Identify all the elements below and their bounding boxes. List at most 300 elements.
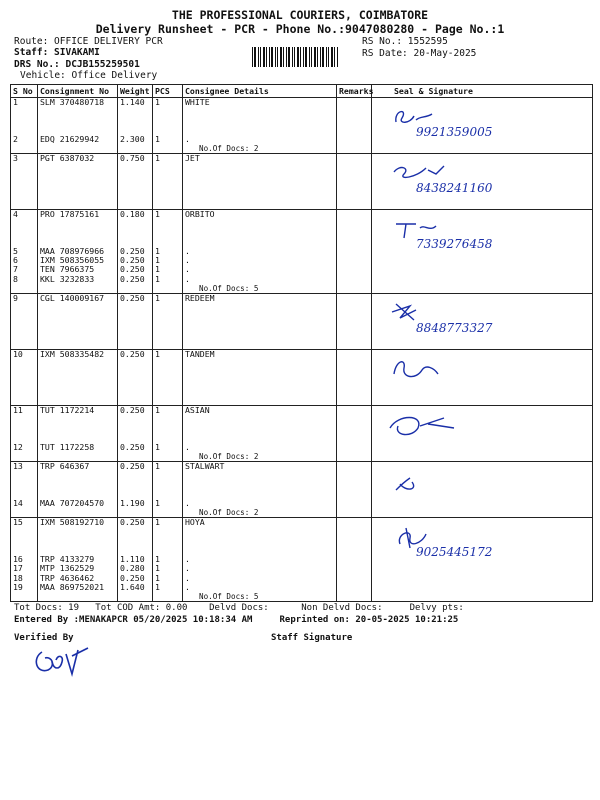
cell-line [13,116,35,125]
cell-line [13,368,35,377]
cell-line: . [185,582,190,592]
cell-line [155,528,180,537]
drs-label: DRS No.: DCJB155259501 [14,59,140,70]
cell-line [185,368,334,377]
cell-line [13,378,35,387]
cell-line [185,472,334,481]
cell-remarks [337,154,372,210]
cell-line [155,378,180,387]
cell-line [185,546,334,555]
cell-line: WHITE [185,98,210,107]
cell-line [40,238,115,247]
cell-line [40,322,115,331]
docs-count: No.Of Docs: 2 [199,452,259,462]
cell-line [120,378,150,387]
cell-signature [372,98,593,154]
cell-line [40,537,115,546]
cell-line [40,387,115,396]
docs-count: No.Of Docs: 2 [199,143,259,153]
col-consignment: Consignment No [38,85,118,98]
cell-line: STALWART [185,462,225,472]
cell-line [40,107,115,116]
cell-remarks [337,98,372,154]
cell-line: 16 [13,555,23,565]
cell-line [40,312,115,321]
cell-cons [38,406,118,462]
cell-sno [11,518,38,602]
cell-line: 1 [155,98,160,107]
cell-remarks [337,293,372,349]
cell-line: . [185,573,190,583]
cell-wt [118,293,153,349]
cell-line: 1 [155,573,160,583]
cell-line [120,425,150,434]
cell-line [185,434,334,443]
cell-line: 3 [13,154,18,164]
cell-line [155,387,180,396]
cell-line: 0.250 [120,518,145,528]
cell-line [120,481,150,490]
signature-phone-text: 8848773327 [416,320,493,335]
cell-line: IXM 508192710 [40,518,105,528]
cell-line [120,219,150,228]
cell-line [13,481,35,490]
cell-cons [38,210,118,294]
cell-line [40,415,115,424]
cell-det [183,210,337,294]
cell-signature [372,518,593,602]
cell-pcs [153,350,183,406]
cell-line: . [185,442,190,452]
cell-line [13,173,35,182]
cell-line [155,415,180,424]
cell-line: 0.250 [120,442,145,452]
rs-date: RS Date: 20-May-2025 [362,48,477,59]
total-cod: Tot COD Amt: 0.00 [95,603,188,613]
docs-count: No.Of Docs: 2 [199,508,259,518]
cell-line [120,368,150,377]
cell-sno [11,293,38,349]
cell-line: 0.250 [120,406,145,416]
cell-line: 9 [13,293,18,303]
cell-signature [372,350,593,406]
table-row [11,518,593,602]
cell-det [183,350,337,406]
cell-wt [118,406,153,462]
entered-by [14,615,458,625]
cell-pcs [153,518,183,602]
cell-line [40,331,115,340]
cell-line [13,182,35,191]
cell-line [40,126,115,135]
docs-count: No.Of Docs: 5 [199,283,259,293]
cell-line: 0.750 [120,154,145,164]
handwritten-signature-icon [372,210,587,260]
table-row [11,154,593,210]
cell-line: 11 [13,406,23,416]
cell-sno [11,98,38,154]
cell-line: 12 [13,442,23,452]
cell-remarks [337,518,372,602]
table-row [11,293,593,349]
cell-line [40,481,115,490]
cell-line: . [185,265,190,275]
cell-line [155,238,180,247]
cell-line: CGL 140009167 [40,293,105,303]
cell-line: REDEEM [185,293,215,303]
cell-line [185,481,334,490]
cell-line: 7 [13,265,18,275]
cell-line: 19 [13,582,23,592]
staff-label: Staff: SIVAKAMI [14,47,100,58]
col-signature: Seal & Signature [372,85,593,98]
cell-line [120,359,150,368]
cell-line [185,378,334,387]
cell-line [40,303,115,312]
cell-line [185,528,334,537]
cell-line [13,359,35,368]
cell-line: KKL 3232833 [40,274,95,284]
cell-line: . [185,499,190,509]
cell-line [40,173,115,182]
cell-line [155,116,180,125]
cell-line [120,182,150,191]
cell-line [40,368,115,377]
cell-remarks [337,210,372,294]
cell-line: . [185,564,190,574]
cell-line: 1 [155,462,160,472]
cell-line [185,173,334,182]
cell-det [183,293,337,349]
cell-line [13,163,35,172]
cell-signature [372,154,593,210]
cell-line [185,191,334,200]
cell-line [155,546,180,555]
cell-line: 6 [13,256,18,266]
cell-sno [11,406,38,462]
cell-signature [372,462,593,518]
handwritten-signature-icon [372,462,587,512]
cell-line [13,312,35,321]
cell-line [185,490,334,499]
cell-line [185,107,334,116]
cell-line [13,219,35,228]
cell-line: 1 [155,293,160,303]
cell-line: 1 [155,406,160,416]
cell-line [120,163,150,172]
cell-wt [118,350,153,406]
cell-remarks [337,406,372,462]
cell-line [120,472,150,481]
cell-line [155,331,180,340]
cell-line [120,303,150,312]
route-label: Route: OFFICE DELIVERY PCR [14,36,163,47]
cell-line: 17 [13,564,23,574]
signature-phone-text: 7339276458 [416,237,493,252]
table-header-row [11,85,593,98]
cell-line: MTP 1362529 [40,564,95,574]
cell-line [155,191,180,200]
cell-line [155,107,180,116]
cell-sno [11,350,38,406]
cell-line: 0.250 [120,274,145,284]
cell-line [155,312,180,321]
rs-block [362,36,476,60]
cell-line: MAA 869752021 [40,582,105,592]
cell-line: TANDEM [185,350,215,360]
cell-line: 1 [155,256,160,266]
cell-line: MAA 707204570 [40,499,105,509]
cell-remarks [337,462,372,518]
cell-line: IXM 508356055 [40,256,105,266]
cell-line [40,182,115,191]
cell-line: 0.250 [120,247,145,256]
cell-line: 1.140 [120,98,145,107]
cell-line [155,490,180,499]
cell-line [185,219,334,228]
runsheet-subtitle: Delivery Runsheet - PCR - Phone No.:9047080280 - Page No.:1 [95,22,505,36]
handwritten-signature-icon [372,154,587,204]
cell-line: 1 [155,134,160,144]
cell-line [185,182,334,191]
cell-line [13,238,35,247]
cell-cons [38,98,118,154]
cell-det [183,98,337,154]
cell-sno [11,210,38,294]
cell-line: TEN 7966375 [40,265,95,275]
cell-line [13,434,35,443]
cell-remarks [337,350,372,406]
cell-line: 4 [13,210,18,220]
cell-line: 1 [155,564,160,574]
verified-by: Verified By [14,633,74,643]
cell-line [120,537,150,546]
cell-line [120,331,150,340]
docs-count [185,200,334,209]
cell-line [120,434,150,443]
cell-line [120,126,150,135]
cell-wt [118,154,153,210]
cell-line [40,425,115,434]
cell-line [185,359,334,368]
docs-count [185,340,334,349]
handwritten-signature-icon [372,98,587,148]
cell-line [120,312,150,321]
delivered-docs: Delvd Docs: [209,603,269,613]
table-row [11,98,593,154]
cell-line: HOYA [185,518,205,528]
runsheet-table [10,84,593,602]
cell-wt [118,98,153,154]
cell-line: 2 [13,134,18,144]
reprinted-text: Reprinted on: 20-05-2025 10:21:25 [279,615,459,625]
cell-pcs [153,462,183,518]
cell-line [185,331,334,340]
cell-line: TUT 1172258 [40,442,95,452]
cell-line: 1 [155,518,160,528]
cell-line [185,387,334,396]
cell-line: TRP 4133279 [40,555,95,565]
cell-line [120,322,150,331]
cell-line [120,173,150,182]
cell-line [40,378,115,387]
cell-line: 2.300 [120,134,145,144]
handwritten-signature-icon [372,350,587,400]
handwritten-signature-icon [372,294,587,344]
cell-line: 13 [13,462,23,472]
cell-line: . [185,256,190,266]
cell-line [155,229,180,238]
verifier-signature-icon [30,640,100,680]
cell-pcs [153,210,183,294]
cell-line: 0.250 [120,462,145,472]
cell-line [120,387,150,396]
cell-signature [372,293,593,349]
cell-line: 1 [155,499,160,509]
cell-line [40,229,115,238]
cell-det [183,406,337,462]
cell-line: MAA 708976966 [40,247,105,256]
cell-line: 0.250 [120,350,145,360]
cell-line: 1.110 [120,555,145,565]
col-weight: Weight [118,85,153,98]
footer-totals [14,603,464,613]
cell-line [13,528,35,537]
cell-line [13,425,35,434]
col-sno: S No [11,85,38,98]
cell-line: TRP 646367 [40,462,90,472]
cell-line: . [185,134,190,144]
cell-line [13,472,35,481]
cell-line: 1 [155,582,160,592]
cell-line [13,546,35,555]
staff-signature-label: Staff Signature [271,633,353,643]
col-pcs: PCS [153,85,183,98]
cell-line: . [185,274,190,284]
cell-line [155,322,180,331]
handwritten-signature-icon [372,406,587,456]
cell-line [185,116,334,125]
cell-line [155,472,180,481]
cell-line: 1.640 [120,582,145,592]
cell-line: 1 [155,247,160,256]
cell-sno [11,154,38,210]
cell-line: 0.250 [120,265,145,275]
cell-line: JET [185,154,200,164]
cell-line: PRO 17875161 [40,210,100,220]
col-consignee: Consignee Details [183,85,337,98]
cell-line: 1 [155,442,160,452]
total-docs: Tot Docs: 19 [14,603,80,613]
cell-line: 1 [13,98,18,107]
cell-signature [372,406,593,462]
cell-line [13,229,35,238]
cell-line [40,472,115,481]
cell-sno [11,462,38,518]
cell-line [185,163,334,172]
cell-line [185,303,334,312]
cell-line [155,425,180,434]
cell-line: . [185,247,190,256]
docs-count: No.Of Docs: 5 [199,591,259,601]
cell-line: 18 [13,573,23,583]
cell-pcs [153,406,183,462]
cell-line: TUT 1172214 [40,406,95,416]
cell-line: 5 [13,247,18,256]
cell-line [13,387,35,396]
cell-line: ORBITO [185,210,215,220]
table-row [11,210,593,294]
cell-wt [118,210,153,294]
cell-line [185,126,334,135]
cell-line [13,191,35,200]
cell-line [120,546,150,555]
signature-phone-text: 9025445172 [416,545,493,560]
table-row [11,350,593,406]
cell-line: 1 [155,154,160,164]
cell-line [155,163,180,172]
cell-line: 0.250 [120,573,145,583]
table-row [11,462,593,518]
cell-line [13,107,35,116]
cell-det [183,154,337,210]
cell-line: 1 [155,265,160,275]
cell-line [155,359,180,368]
cell-line [120,107,150,116]
cell-line: 1 [155,210,160,220]
cell-line [185,322,334,331]
cell-line: 0.250 [120,293,145,303]
cell-line: 1 [155,274,160,284]
cell-pcs [153,98,183,154]
cell-line [185,415,334,424]
cell-line [40,490,115,499]
cell-wt [118,518,153,602]
signature-phone-text: 8438241160 [416,181,493,196]
cell-line [155,219,180,228]
cell-line [13,322,35,331]
cell-line [155,303,180,312]
cell-wt [118,462,153,518]
cell-line [13,303,35,312]
cell-signature [372,210,593,294]
delivery-points: Delvy pts: [409,603,464,613]
cell-line: 1 [155,555,160,565]
cell-line [40,528,115,537]
signature-phone-text: 9921359005 [416,125,493,139]
cell-line: 1.190 [120,499,145,509]
cell-line [120,116,150,125]
cell-line: 1 [155,350,160,360]
cell-line [13,537,35,546]
cell-cons [38,518,118,602]
cell-line [185,537,334,546]
cell-line: 0.180 [120,210,145,220]
vehicle-label: Vehicle: Office Delivery [20,70,158,81]
cell-line [13,126,35,135]
rs-number: RS No.: 1552595 [362,36,448,47]
non-delivered-docs: Non Delvd Docs: [301,603,383,613]
cell-line [155,434,180,443]
cell-line [40,359,115,368]
handwritten-signature-icon [372,518,587,568]
cell-line [155,126,180,135]
cell-line [185,312,334,321]
cell-line [120,415,150,424]
cell-line [13,415,35,424]
col-remarks: Remarks [337,85,372,98]
cell-pcs [153,154,183,210]
